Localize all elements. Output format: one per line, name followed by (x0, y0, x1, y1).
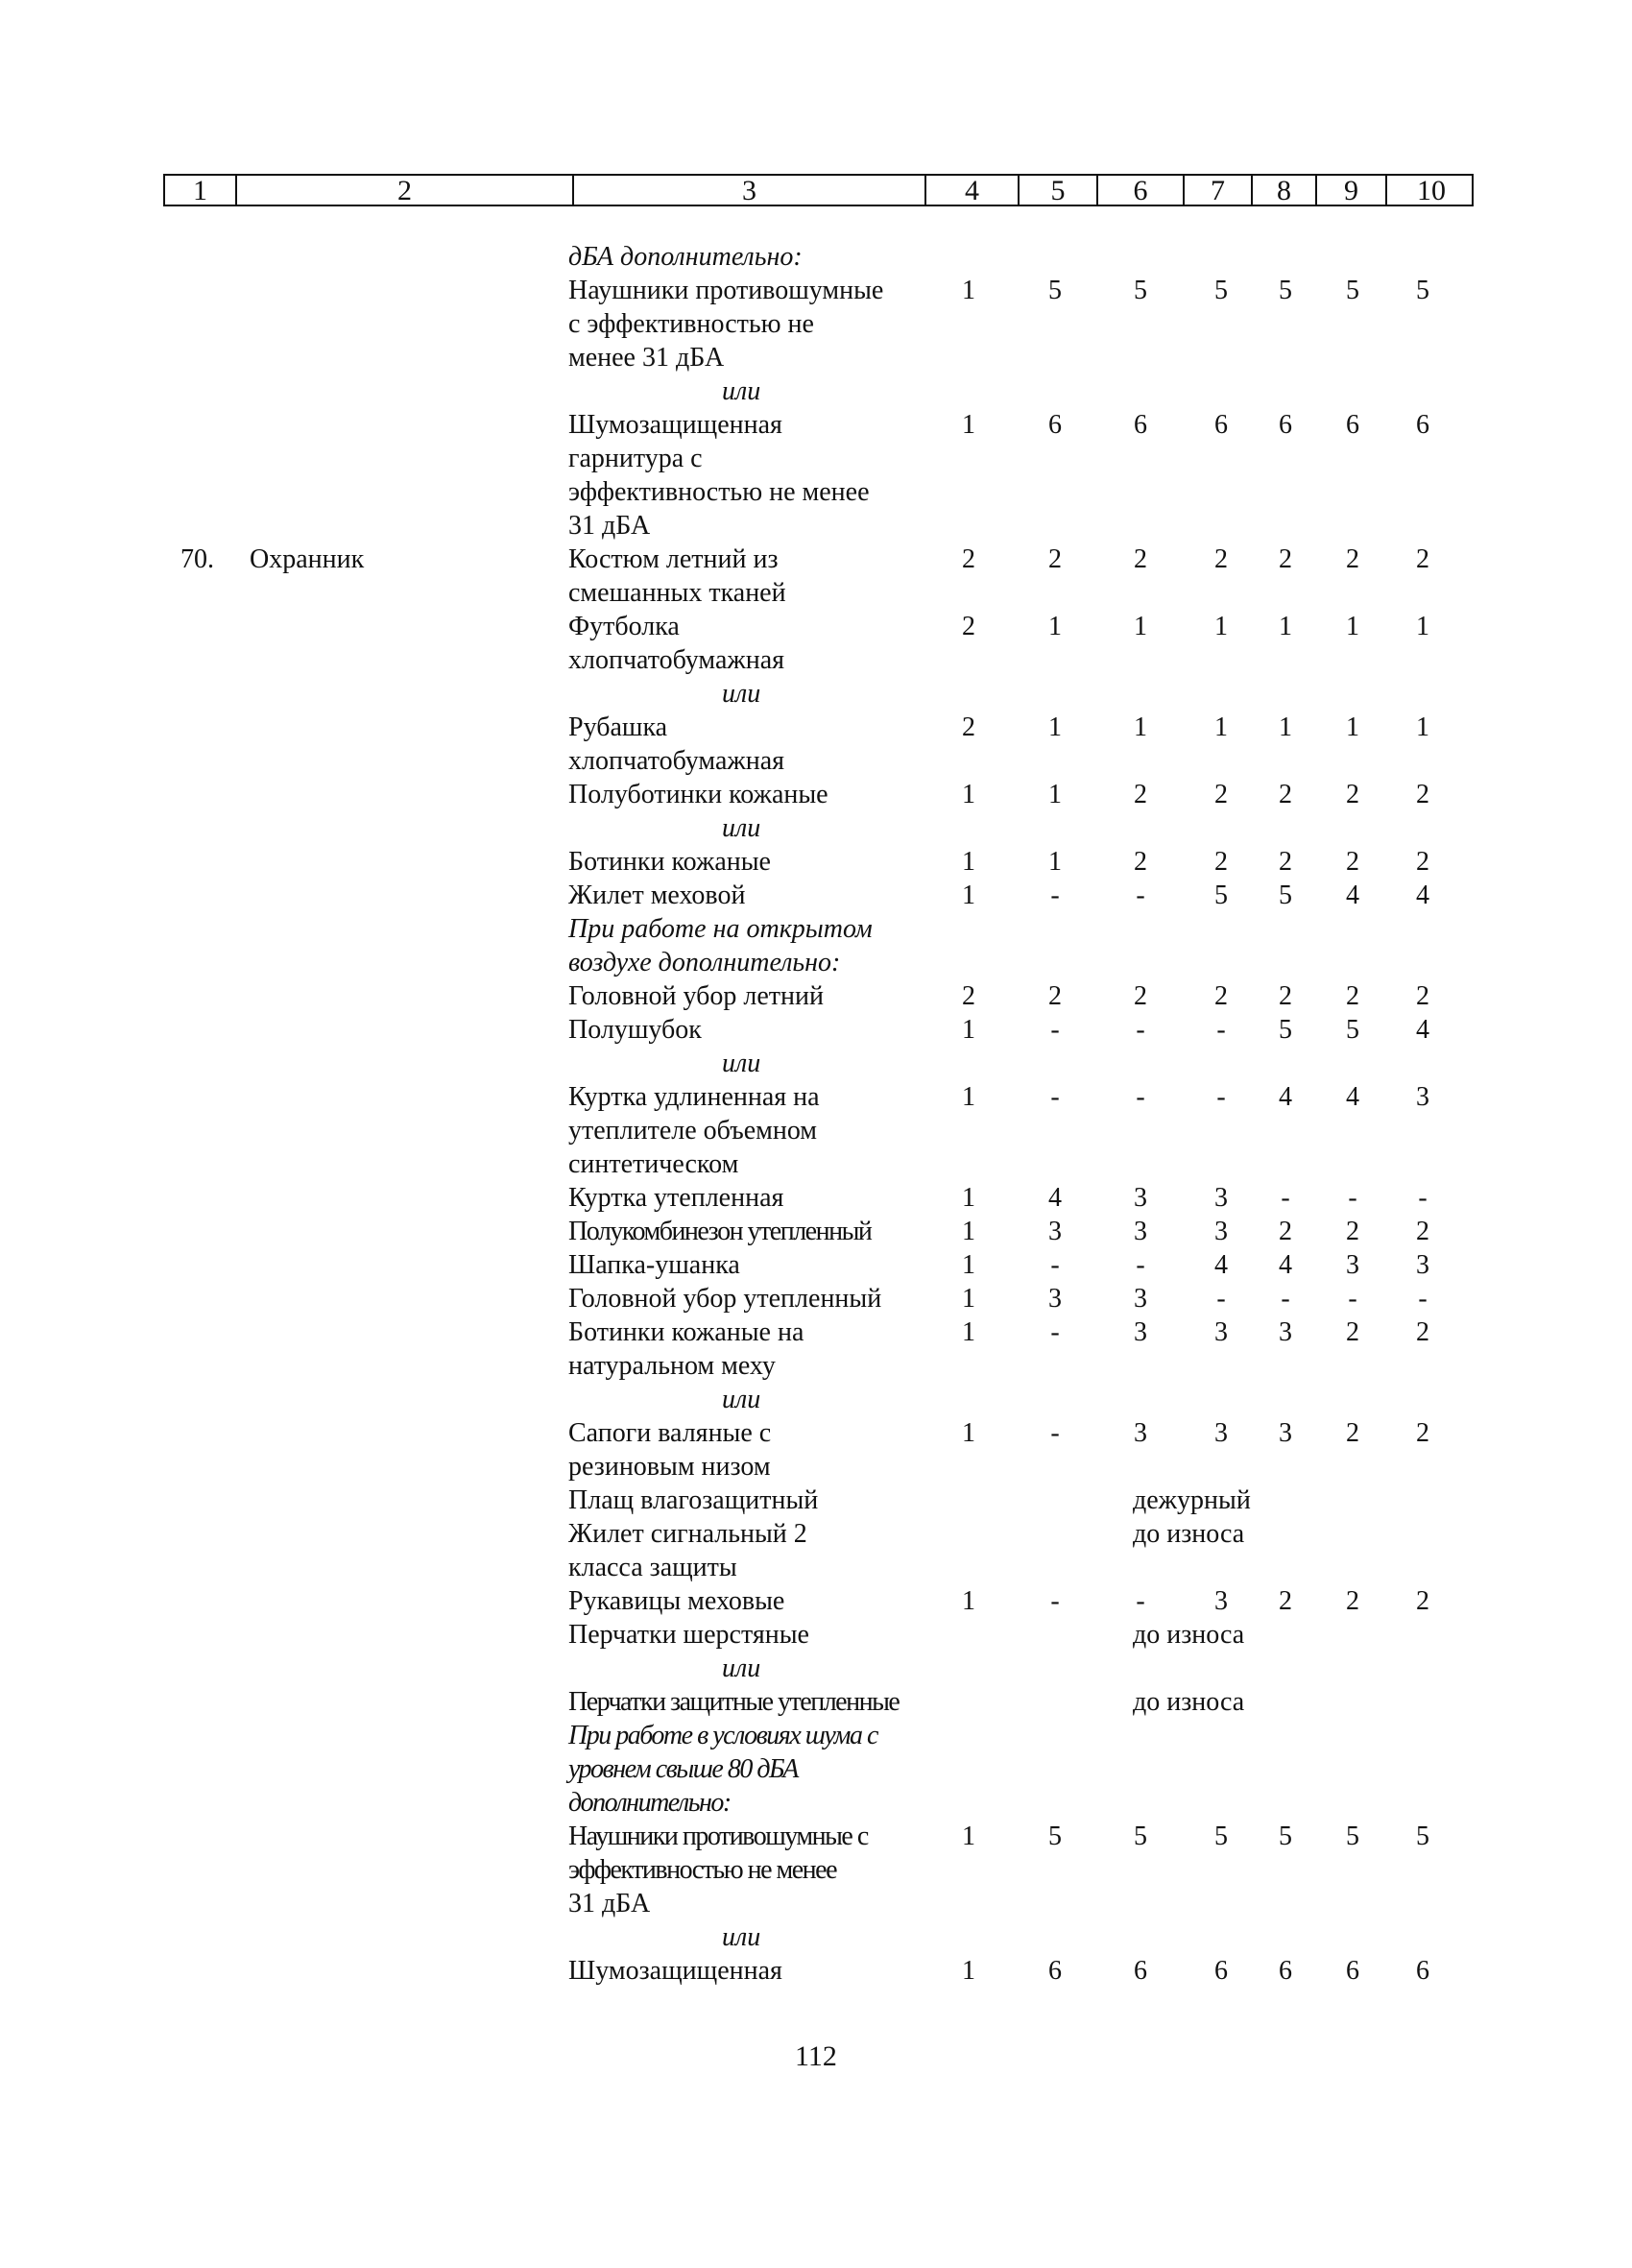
quantity-col-5: 5 (1048, 1822, 1062, 1851)
quantity-col-9: 2 (1346, 847, 1359, 877)
item-description (568, 274, 943, 374)
description-line: Шумозащищенная (568, 1956, 782, 1986)
wear-period-note: до износа (1133, 1620, 1245, 1650)
page-number: 112 (795, 2040, 837, 2072)
quantity-col-9: 2 (1346, 1217, 1359, 1246)
quantity-col-5: 6 (1048, 410, 1062, 440)
quantity-col-10: 2 (1416, 1586, 1429, 1616)
table-row (0, 1047, 1632, 1080)
quantity-col-8: 1 (1279, 612, 1292, 641)
item-description (568, 1954, 943, 1988)
table-row (0, 677, 1632, 711)
table-row (0, 1282, 1632, 1315)
table-row (0, 1315, 1632, 1383)
quantity-col-6: 6 (1134, 410, 1147, 440)
quantity-col-9: 2 (1346, 1317, 1359, 1347)
description-line: Полуботинки кожаные (568, 780, 828, 809)
description-line: Шапка-ушанка (568, 1250, 740, 1280)
quantity-col-4: 1 (962, 1586, 975, 1616)
description-line: с эффективностью не (568, 309, 814, 339)
table-row (0, 845, 1632, 879)
alternative-marker: или (722, 1385, 761, 1414)
quantity-col-10: 2 (1416, 847, 1429, 877)
header-cell-3: 3 (574, 176, 926, 205)
quantity-col-4: 2 (962, 712, 975, 742)
quantity-col-5: 2 (1048, 981, 1062, 1011)
quantity-col-9: 2 (1346, 981, 1359, 1011)
quantity-col-4: 1 (962, 1217, 975, 1246)
wear-period-note: дежурный (1133, 1485, 1251, 1515)
alternative-marker: или (722, 813, 761, 843)
quantity-col-7: 1 (1214, 712, 1228, 742)
quantity-col-7: 2 (1214, 544, 1228, 574)
item-description (568, 879, 943, 912)
description-line: 31 дБА (568, 1889, 651, 1918)
table-row (0, 1248, 1632, 1282)
description-line: Куртка удлиненная на (568, 1082, 820, 1112)
description-line: эффективностью не менее (568, 1855, 837, 1885)
description-line: хлопчатобумажная (568, 746, 785, 776)
description-line: Костюм летний из (568, 544, 779, 574)
quantity-col-10: 2 (1416, 780, 1429, 809)
item-description (568, 711, 943, 778)
quantity-col-7: 5 (1214, 881, 1228, 910)
header-cell-2: 2 (237, 176, 574, 205)
quantity-col-7: 5 (1214, 276, 1228, 305)
header-cell-10: 10 (1417, 175, 1446, 206)
quantity-col-10: 2 (1416, 1317, 1429, 1347)
quantity-col-8: 2 (1279, 847, 1292, 877)
quantity-col-10: - (1418, 1284, 1428, 1314)
quantity-col-9: 5 (1346, 1822, 1359, 1851)
quantity-col-9: 2 (1346, 780, 1359, 809)
quantity-col-9: 1 (1346, 712, 1359, 742)
quantity-col-5: - (1050, 1317, 1060, 1347)
quantity-col-4: 1 (962, 847, 975, 877)
quantity-col-6: 2 (1134, 780, 1147, 809)
wear-period-note: до износа (1133, 1687, 1245, 1717)
quantity-col-7: - (1216, 1284, 1226, 1314)
profession-name: Охранник (250, 544, 365, 574)
item-description (568, 543, 943, 610)
quantity-col-10: 2 (1416, 1217, 1429, 1246)
quantity-col-10: 1 (1416, 712, 1429, 742)
quantity-col-8: 2 (1279, 780, 1292, 809)
alternative-marker: или (722, 679, 761, 709)
quantity-col-7: 6 (1214, 1956, 1228, 1986)
quantity-col-6: 6 (1134, 1956, 1147, 1986)
description-line: дополнительно: (568, 1788, 731, 1818)
quantity-col-9: 6 (1346, 410, 1359, 440)
quantity-col-9: - (1348, 1183, 1357, 1213)
header-cell-1: 1 (165, 176, 237, 205)
quantity-col-9: 5 (1346, 276, 1359, 305)
quantity-col-4: 1 (962, 881, 975, 910)
quantity-col-6: 3 (1134, 1217, 1147, 1246)
description-line: При работе на открытом (568, 914, 873, 944)
description-line: Шумозащищенная (568, 410, 782, 440)
description-line: синтетическом (568, 1149, 739, 1179)
description-line: класса защиты (568, 1553, 737, 1582)
quantity-col-9: 2 (1346, 1418, 1359, 1448)
description-line: менее 31 дБА (568, 343, 725, 373)
item-description (568, 979, 943, 1013)
quantity-col-5: 4 (1048, 1183, 1062, 1213)
table-row (0, 274, 1632, 374)
wear-period-note: до износа (1133, 1519, 1245, 1549)
description-line: Рукавицы меховые (568, 1586, 785, 1616)
quantity-col-6: 5 (1134, 1822, 1147, 1851)
quantity-col-8: 5 (1279, 1015, 1292, 1045)
item-description (568, 1282, 943, 1315)
description-line: уровнем свыше 80 дБА (568, 1754, 798, 1784)
table-row (0, 778, 1632, 811)
quantity-col-6: 5 (1134, 276, 1147, 305)
quantity-col-9: 5 (1346, 1015, 1359, 1045)
quantity-col-5: 1 (1048, 780, 1062, 809)
table-row (0, 1652, 1632, 1685)
quantity-col-6: 2 (1134, 847, 1147, 877)
description-line: гарнитура с (568, 444, 703, 473)
quantity-col-9: 2 (1346, 544, 1359, 574)
item-description (568, 408, 943, 543)
item-description (568, 1719, 943, 1820)
quantity-col-9: 3 (1346, 1250, 1359, 1280)
item-description (568, 610, 943, 677)
item-description (568, 1383, 943, 1416)
table-row (0, 979, 1632, 1013)
description-line: воздухе дополнительно: (568, 948, 841, 977)
item-description (568, 1652, 943, 1685)
quantity-col-6: 2 (1134, 981, 1147, 1011)
item-description (568, 912, 943, 979)
quantity-col-5: 1 (1048, 712, 1062, 742)
quantity-col-4: 1 (962, 1015, 975, 1045)
quantity-col-5: 2 (1048, 544, 1062, 574)
item-description (568, 1181, 943, 1215)
quantity-col-4: 1 (962, 1418, 975, 1448)
quantity-col-10: 3 (1416, 1082, 1429, 1112)
header-cell-4: 4 (926, 176, 1020, 205)
quantity-col-4: 1 (962, 1956, 975, 1986)
description-line: эффективностью не менее (568, 477, 870, 507)
table-row (0, 1685, 1632, 1719)
item-description (568, 677, 943, 711)
item-description (568, 1920, 943, 1954)
quantity-col-4: 1 (962, 410, 975, 440)
quantity-col-10: 2 (1416, 1418, 1429, 1448)
column-number-header (163, 174, 1474, 206)
quantity-col-6: 3 (1134, 1418, 1147, 1448)
item-description (568, 1315, 943, 1383)
quantity-col-9: 4 (1346, 881, 1359, 910)
description-line: Плащ влагозащитный (568, 1485, 819, 1515)
quantity-col-4: 1 (962, 1317, 975, 1347)
quantity-col-10: 2 (1416, 544, 1429, 574)
quantity-col-7: 5 (1214, 1822, 1228, 1851)
item-description (568, 1484, 943, 1517)
description-line: Полукомбинезон утепленный (568, 1217, 872, 1246)
quantity-col-8: 2 (1279, 981, 1292, 1011)
item-description (568, 374, 943, 408)
quantity-col-8: 6 (1279, 410, 1292, 440)
quantity-col-5: - (1050, 1250, 1060, 1280)
quantity-col-4: 2 (962, 612, 975, 641)
quantity-col-7: 4 (1214, 1250, 1228, 1280)
description-line: резиновым низом (568, 1452, 771, 1482)
quantity-col-10: 6 (1416, 410, 1429, 440)
quantity-col-4: 1 (962, 780, 975, 809)
table-row (0, 1584, 1632, 1618)
quantity-col-7: 3 (1214, 1317, 1228, 1347)
item-description (568, 1248, 943, 1282)
quantity-col-5: 6 (1048, 1956, 1062, 1986)
item-description (568, 1215, 943, 1248)
quantity-col-4: 2 (962, 981, 975, 1011)
description-line: хлопчатобумажная (568, 645, 785, 675)
quantity-col-8: 5 (1279, 276, 1292, 305)
table-row (0, 912, 1632, 979)
table-row (0, 1215, 1632, 1248)
quantity-col-10: 1 (1416, 612, 1429, 641)
quantity-col-4: 1 (962, 276, 975, 305)
description-line: Наушники противошумные с (568, 1822, 868, 1851)
header-cell-9: 9 (1317, 176, 1387, 205)
quantity-col-8: - (1281, 1183, 1290, 1213)
table-row (0, 1954, 1632, 1988)
table-row (0, 1719, 1632, 1820)
quantity-col-6: 1 (1134, 612, 1147, 641)
quantity-col-8: 5 (1279, 1822, 1292, 1851)
quantity-col-10: 4 (1416, 1015, 1429, 1045)
quantity-col-5: - (1050, 1586, 1060, 1616)
table-row (0, 879, 1632, 912)
description-line: Сапоги валяные с (568, 1418, 772, 1448)
item-description (568, 778, 943, 811)
alternative-marker: или (722, 1653, 761, 1683)
header-cell-8: 8 (1253, 176, 1317, 205)
item-description (568, 1618, 943, 1652)
quantity-col-7: 3 (1214, 1183, 1228, 1213)
quantity-col-9: 4 (1346, 1082, 1359, 1112)
table-row (0, 1517, 1632, 1584)
quantity-col-7: - (1216, 1082, 1226, 1112)
quantity-col-6: 2 (1134, 544, 1147, 574)
description-line: Наушники противошумные (568, 276, 884, 305)
table-row (0, 1416, 1632, 1484)
quantity-col-10: 2 (1416, 981, 1429, 1011)
header-cell-6: 6 (1098, 176, 1185, 205)
quantity-col-8: 4 (1279, 1250, 1292, 1280)
quantity-col-8: 5 (1279, 881, 1292, 910)
table-row (0, 408, 1632, 543)
quantity-col-10: 5 (1416, 1822, 1429, 1851)
alternative-marker: или (722, 1922, 761, 1952)
quantity-col-4: 1 (962, 1822, 975, 1851)
item-description (568, 1517, 943, 1584)
quantity-col-8: 4 (1279, 1082, 1292, 1112)
description-line: Головной убор летний (568, 981, 824, 1011)
quantity-col-7: 3 (1214, 1586, 1228, 1616)
quantity-col-10: 5 (1416, 276, 1429, 305)
description-line: дБА дополнительно: (568, 242, 803, 272)
description-line: 31 дБА (568, 511, 651, 541)
quantity-col-5: 3 (1048, 1217, 1062, 1246)
item-description (568, 1013, 943, 1047)
quantity-col-5: - (1050, 1015, 1060, 1045)
description-line: Рубашка (568, 712, 668, 742)
description-line: Жилет сигнальный 2 (568, 1519, 807, 1549)
quantity-col-4: 1 (962, 1082, 975, 1112)
item-description (568, 1047, 943, 1080)
quantity-col-9: 2 (1346, 1586, 1359, 1616)
quantity-col-5: 1 (1048, 847, 1062, 877)
table-row (0, 1383, 1632, 1416)
item-description (568, 240, 943, 274)
table-row (0, 610, 1632, 677)
quantity-col-6: 3 (1134, 1284, 1147, 1314)
row-number: 70. (180, 544, 214, 574)
quantity-col-5: - (1050, 1082, 1060, 1112)
quantity-col-8: 6 (1279, 1956, 1292, 1986)
quantity-col-8: 2 (1279, 1586, 1292, 1616)
description-line: Головной убор утепленный (568, 1284, 882, 1314)
quantity-col-6: 1 (1134, 712, 1147, 742)
item-description (568, 1820, 943, 1920)
header-cell-5: 5 (1020, 176, 1098, 205)
alternative-marker: или (722, 1049, 761, 1078)
description-line: Куртка утепленная (568, 1183, 784, 1213)
table-row (0, 1920, 1632, 1954)
table-row (0, 1013, 1632, 1047)
table-row (0, 240, 1632, 274)
table-row (0, 374, 1632, 408)
quantity-col-5: - (1050, 881, 1060, 910)
quantity-col-4: 1 (962, 1284, 975, 1314)
quantity-col-10: - (1418, 1183, 1428, 1213)
quantity-col-9: 6 (1346, 1956, 1359, 1986)
quantity-col-5: 3 (1048, 1284, 1062, 1314)
table-row (0, 1080, 1632, 1181)
item-description (568, 1584, 943, 1618)
quantity-col-6: 3 (1134, 1317, 1147, 1347)
description-line: Ботинки кожаные на (568, 1317, 804, 1347)
quantity-col-8: 2 (1279, 544, 1292, 574)
quantity-col-9: - (1348, 1284, 1357, 1314)
description-line: Жилет меховой (568, 881, 746, 910)
quantity-col-10: 4 (1416, 881, 1429, 910)
table-row (0, 811, 1632, 845)
quantity-col-5: - (1050, 1418, 1060, 1448)
table-row (0, 1618, 1632, 1652)
quantity-col-6: - (1136, 1015, 1145, 1045)
item-description (568, 845, 943, 879)
description-line: Перчатки шерстяные (568, 1620, 809, 1650)
table-row (0, 1484, 1632, 1517)
description-line: Полушубок (568, 1015, 702, 1045)
quantity-col-8: - (1281, 1284, 1290, 1314)
item-description (568, 811, 943, 845)
description-line: Ботинки кожаные (568, 847, 771, 877)
quantity-col-8: 3 (1279, 1418, 1292, 1448)
quantity-col-6: - (1136, 1082, 1145, 1112)
header-cell-7: 7 (1185, 176, 1253, 205)
quantity-col-4: 1 (962, 1183, 975, 1213)
quantity-col-6: - (1136, 1250, 1145, 1280)
item-description (568, 1416, 943, 1484)
table-row (0, 543, 1632, 610)
item-description (568, 1080, 943, 1181)
description-line: смешанных тканей (568, 578, 786, 608)
alternative-marker: или (722, 376, 761, 406)
description-line: Футболка (568, 612, 680, 641)
description-line: При работе в условиях шума с (568, 1721, 877, 1750)
quantity-col-7: 6 (1214, 410, 1228, 440)
description-line: утеплителе объемном (568, 1116, 818, 1146)
quantity-col-7: 2 (1214, 780, 1228, 809)
quantity-col-7: 2 (1214, 981, 1228, 1011)
quantity-col-5: 1 (1048, 612, 1062, 641)
quantity-col-8: 3 (1279, 1317, 1292, 1347)
quantity-col-7: - (1216, 1015, 1226, 1045)
quantity-col-8: 1 (1279, 712, 1292, 742)
quantity-col-5: 5 (1048, 276, 1062, 305)
description-line: Перчатки защитные утепленные (568, 1687, 900, 1717)
ppe-norms-table (0, 240, 1632, 1988)
table-row (0, 1181, 1632, 1215)
quantity-col-10: 3 (1416, 1250, 1429, 1280)
quantity-col-7: 1 (1214, 612, 1228, 641)
quantity-col-6: 3 (1134, 1183, 1147, 1213)
quantity-col-4: 1 (962, 1250, 975, 1280)
quantity-col-7: 2 (1214, 847, 1228, 877)
item-description (568, 1685, 943, 1719)
quantity-col-6: - (1136, 881, 1145, 910)
quantity-col-7: 3 (1214, 1217, 1228, 1246)
quantity-col-10: 6 (1416, 1956, 1429, 1986)
quantity-col-6: - (1136, 1586, 1145, 1616)
table-row (0, 1820, 1632, 1920)
quantity-col-7: 3 (1214, 1418, 1228, 1448)
quantity-col-8: 2 (1279, 1217, 1292, 1246)
description-line: натуральном меху (568, 1351, 776, 1381)
table-row (0, 711, 1632, 778)
quantity-col-4: 2 (962, 544, 975, 574)
quantity-col-9: 1 (1346, 612, 1359, 641)
